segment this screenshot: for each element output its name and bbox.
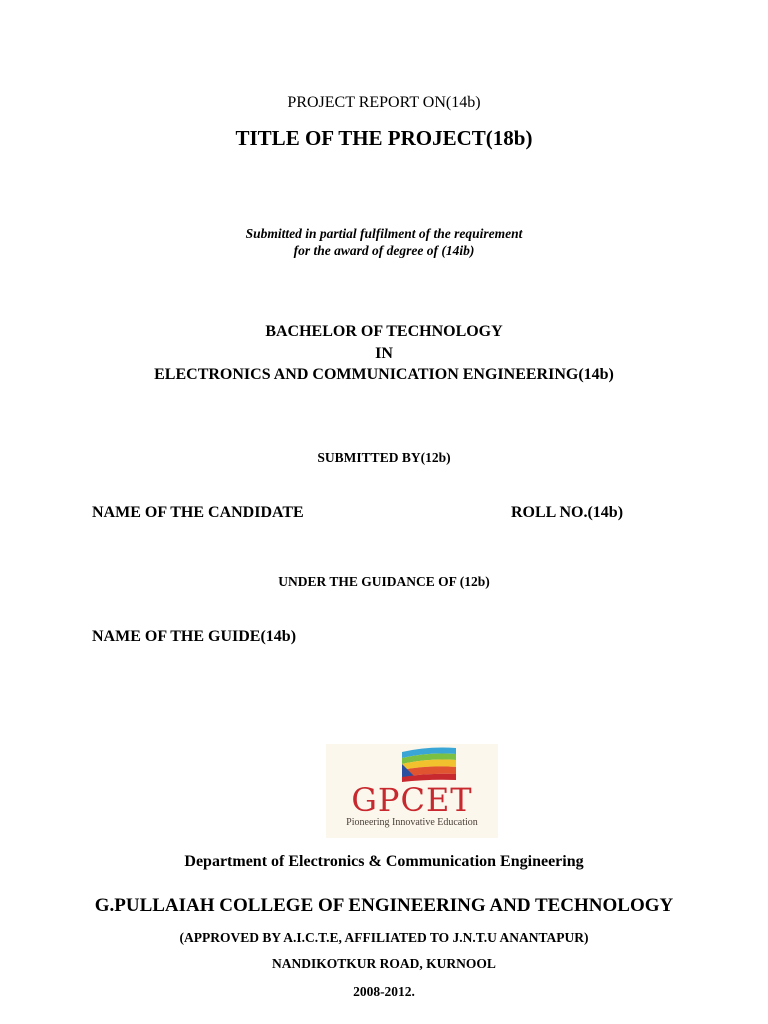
roll-number: ROLL NO.(14b) [511,504,624,521]
college-logo [326,744,498,838]
report-header: PROJECT REPORT ON(14b) [287,94,481,111]
logo-tagline: Pioneering Innovative Education [346,817,478,828]
degree-branch: ELECTRONICS AND COMMUNICATION ENGINEERING(14b) [154,366,614,383]
guide-name: NAME OF THE GUIDE(14b) [92,628,297,645]
academic-years: 2008-2012. [353,984,415,999]
department-name: Department of Electronics & Communication Engineering [184,853,584,870]
degree-connector: IN [375,345,393,362]
college-address: NANDIKOTKUR ROAD, KURNOOL [272,956,496,971]
degree-name: BACHELOR OF TECHNOLOGY [265,323,503,340]
logo-emblem-icon [398,746,460,784]
guidance-label: UNDER THE GUIDANCE OF (12b) [278,574,490,589]
college-name: G.PULLAIAH COLLEGE OF ENGINEERING AND TECHNOLOGY [94,895,674,916]
approval-note: (APPROVED BY A.I.C.T.E, AFFILIATED TO J.N.T.U ANANTAPUR) [179,930,589,945]
submitted-by-label: SUBMITTED BY(12b) [317,450,451,465]
project-title: TITLE OF THE PROJECT(18b) [235,126,533,150]
submission-note-line-2: for the award of degree of (14ib) [293,243,475,258]
candidate-name: NAME OF THE CANDIDATE [92,504,304,521]
logo-wordmark: GPCET [351,781,473,819]
submission-note-line-1: Submitted in partial fulfilment of the requirement [245,226,523,241]
